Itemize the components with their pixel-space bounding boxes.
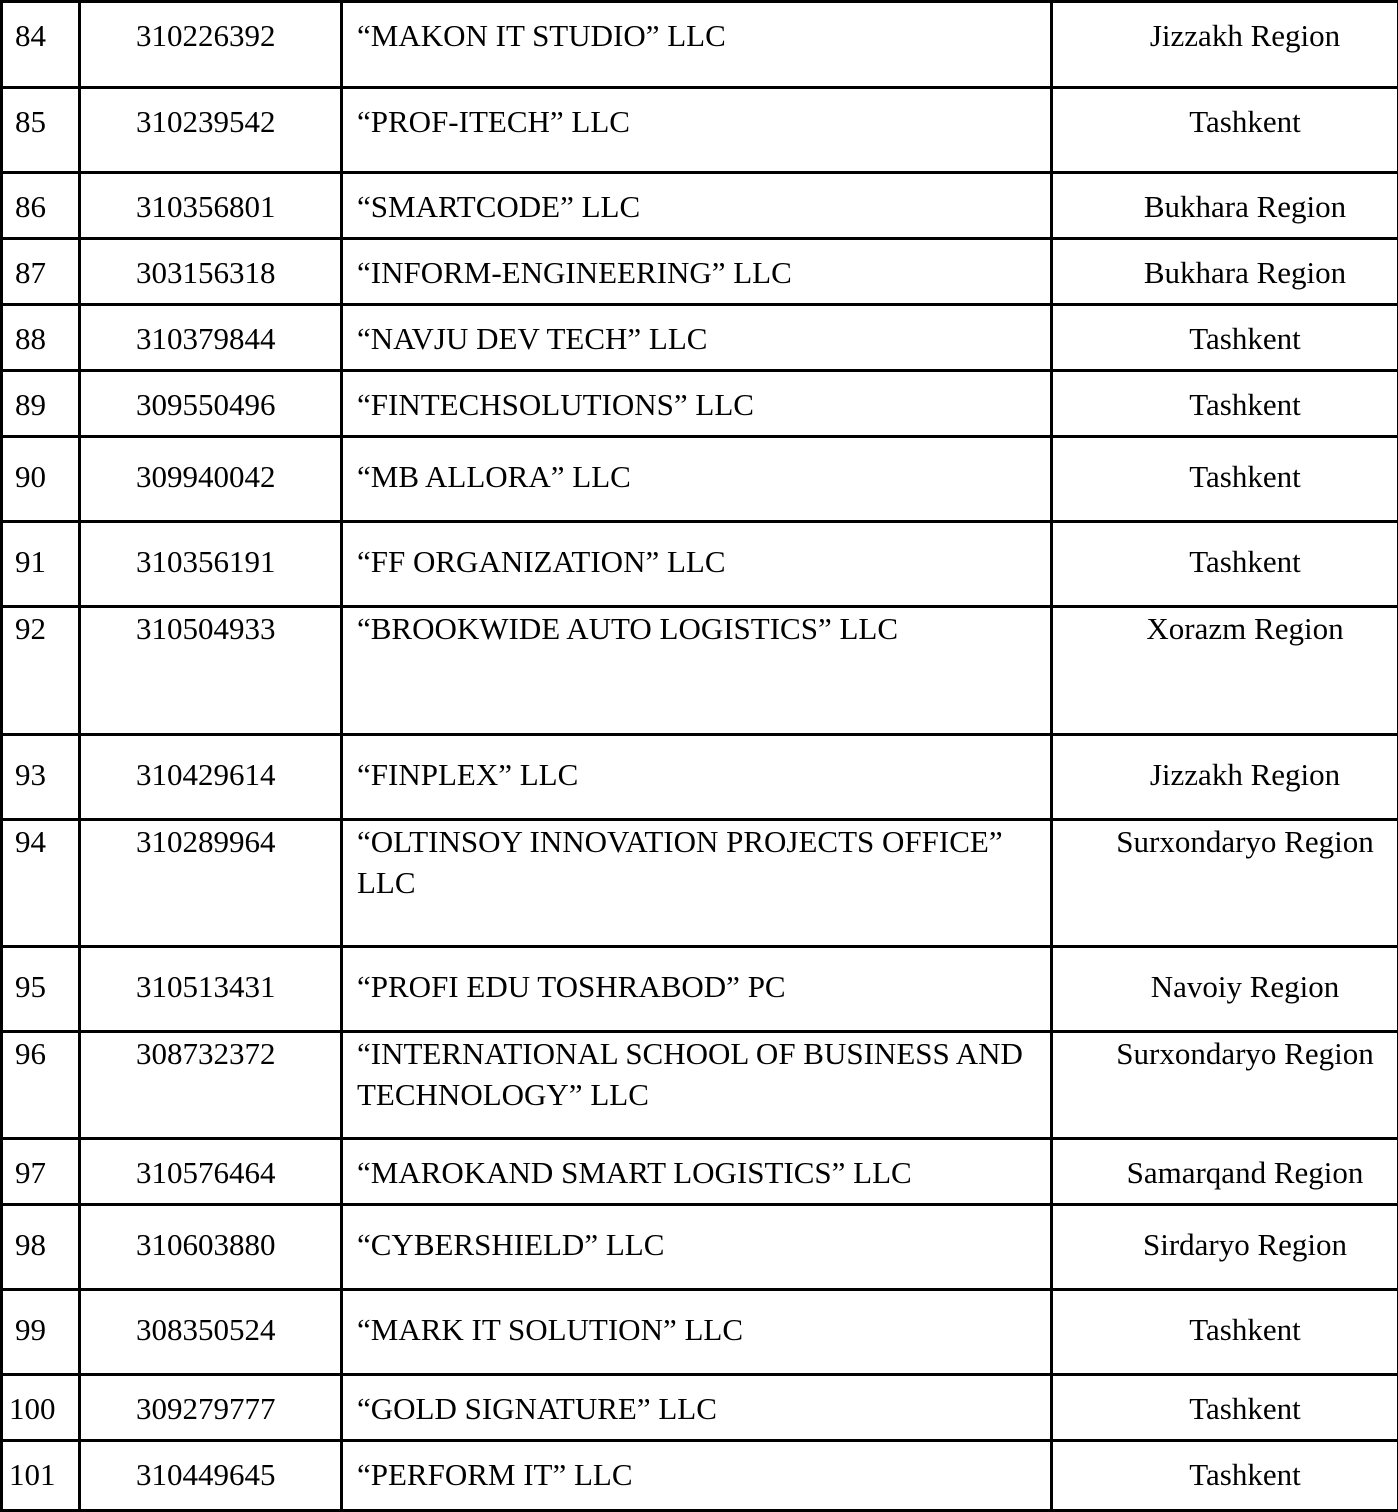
- company-name: “FINTECHSOLUTIONS” LLC: [342, 371, 1052, 437]
- row-number: 92: [2, 607, 80, 735]
- region: Jizzakh Region: [1052, 2, 1398, 88]
- region: Bukhara Region: [1052, 239, 1398, 305]
- row-number: 85: [2, 88, 80, 173]
- region: Tashkent: [1052, 1441, 1398, 1511]
- row-number: 99: [2, 1290, 80, 1375]
- table-row: [2, 88, 1398, 173]
- table-row: [2, 1441, 1398, 1511]
- tax-id: 310356191: [80, 522, 342, 607]
- company-name: “MAKON IT STUDIO” LLC: [342, 2, 1052, 88]
- row-number: 87: [2, 239, 80, 305]
- region: Tashkent: [1052, 88, 1398, 173]
- region: Surxondaryo Region: [1052, 1032, 1398, 1139]
- row-number: 98: [2, 1205, 80, 1290]
- region: Jizzakh Region: [1052, 735, 1398, 820]
- region: Navoiy Region: [1052, 947, 1398, 1032]
- table-row: [2, 437, 1398, 522]
- row-number: 89: [2, 371, 80, 437]
- table-row: [2, 1032, 1398, 1139]
- region: Tashkent: [1052, 371, 1398, 437]
- tax-id: 310379844: [80, 305, 342, 371]
- table-row: [2, 820, 1398, 947]
- company-name: “BROOKWIDE AUTO LOGISTICS” LLC: [342, 607, 1052, 735]
- company-name: “MAROKAND SMART LOGISTICS” LLC: [342, 1139, 1052, 1205]
- tax-id: 303156318: [80, 239, 342, 305]
- row-number: 96: [2, 1032, 80, 1139]
- row-number: 93: [2, 735, 80, 820]
- region: Tashkent: [1052, 1290, 1398, 1375]
- company-name: “OLTINSOY INNOVATION PROJECTS OFFICE” LLC: [342, 820, 1052, 947]
- row-number: 101: [2, 1441, 80, 1511]
- tax-id: 310289964: [80, 820, 342, 947]
- company-name: “CYBERSHIELD” LLC: [342, 1205, 1052, 1290]
- tax-id: 310504933: [80, 607, 342, 735]
- company-name: “FF ORGANIZATION” LLC: [342, 522, 1052, 607]
- tax-id: 310356801: [80, 173, 342, 239]
- company-name: “PERFORM IT” LLC: [342, 1441, 1052, 1511]
- company-name: “GOLD SIGNATURE” LLC: [342, 1375, 1052, 1441]
- tax-id: 308732372: [80, 1032, 342, 1139]
- tax-id: 310429614: [80, 735, 342, 820]
- table-row: [2, 1290, 1398, 1375]
- row-number: 86: [2, 173, 80, 239]
- row-number: 84: [2, 2, 80, 88]
- row-number: 97: [2, 1139, 80, 1205]
- tax-id: 309550496: [80, 371, 342, 437]
- company-name: “MARK IT SOLUTION” LLC: [342, 1290, 1052, 1375]
- region: Tashkent: [1052, 1375, 1398, 1441]
- tax-id: 310576464: [80, 1139, 342, 1205]
- row-number: 94: [2, 820, 80, 947]
- tax-id: 310226392: [80, 2, 342, 88]
- region: Tashkent: [1052, 522, 1398, 607]
- region: Bukhara Region: [1052, 173, 1398, 239]
- company-name: “PROF-ITECH” LLC: [342, 88, 1052, 173]
- region: Tashkent: [1052, 305, 1398, 371]
- tax-id: 309940042: [80, 437, 342, 522]
- company-name: “SMARTCODE” LLC: [342, 173, 1052, 239]
- company-name: “INTERNATIONAL SCHOOL OF BUSINESS AND TECHNOLOGY” LLC: [342, 1032, 1052, 1139]
- region: Surxondaryo Region: [1052, 820, 1398, 947]
- tax-id: 308350524: [80, 1290, 342, 1375]
- table-row: [2, 173, 1398, 239]
- region: Tashkent: [1052, 437, 1398, 522]
- tax-id: 310513431: [80, 947, 342, 1032]
- company-name: “PROFI EDU TOSHRABOD” PC: [342, 947, 1052, 1032]
- company-name: “NAVJU DEV TECH” LLC: [342, 305, 1052, 371]
- region: Samarqand Region: [1052, 1139, 1398, 1205]
- table-row: [2, 1375, 1398, 1441]
- company-name: “INFORM-ENGINEERING” LLC: [342, 239, 1052, 305]
- company-name: “FINPLEX” LLC: [342, 735, 1052, 820]
- tax-id: 310603880: [80, 1205, 342, 1290]
- table-row: [2, 522, 1398, 607]
- tax-id: 309279777: [80, 1375, 342, 1441]
- company-name: “MB ALLORA” LLC: [342, 437, 1052, 522]
- row-number: 95: [2, 947, 80, 1032]
- region: Sirdaryo Region: [1052, 1205, 1398, 1290]
- tax-id: 310239542: [80, 88, 342, 173]
- row-number: 91: [2, 522, 80, 607]
- table-row: [2, 305, 1398, 371]
- table-row: [2, 2, 1398, 88]
- table-row: [2, 1205, 1398, 1290]
- tax-id: 310449645: [80, 1441, 342, 1511]
- row-number: 90: [2, 437, 80, 522]
- table-row: [2, 1139, 1398, 1205]
- region: Xorazm Region: [1052, 607, 1398, 735]
- table-row: [2, 607, 1398, 735]
- table-row: [2, 947, 1398, 1032]
- table-row: [2, 239, 1398, 305]
- table-row: [2, 371, 1398, 437]
- table-row: [2, 735, 1398, 820]
- row-number: 100: [2, 1375, 80, 1441]
- row-number: 88: [2, 305, 80, 371]
